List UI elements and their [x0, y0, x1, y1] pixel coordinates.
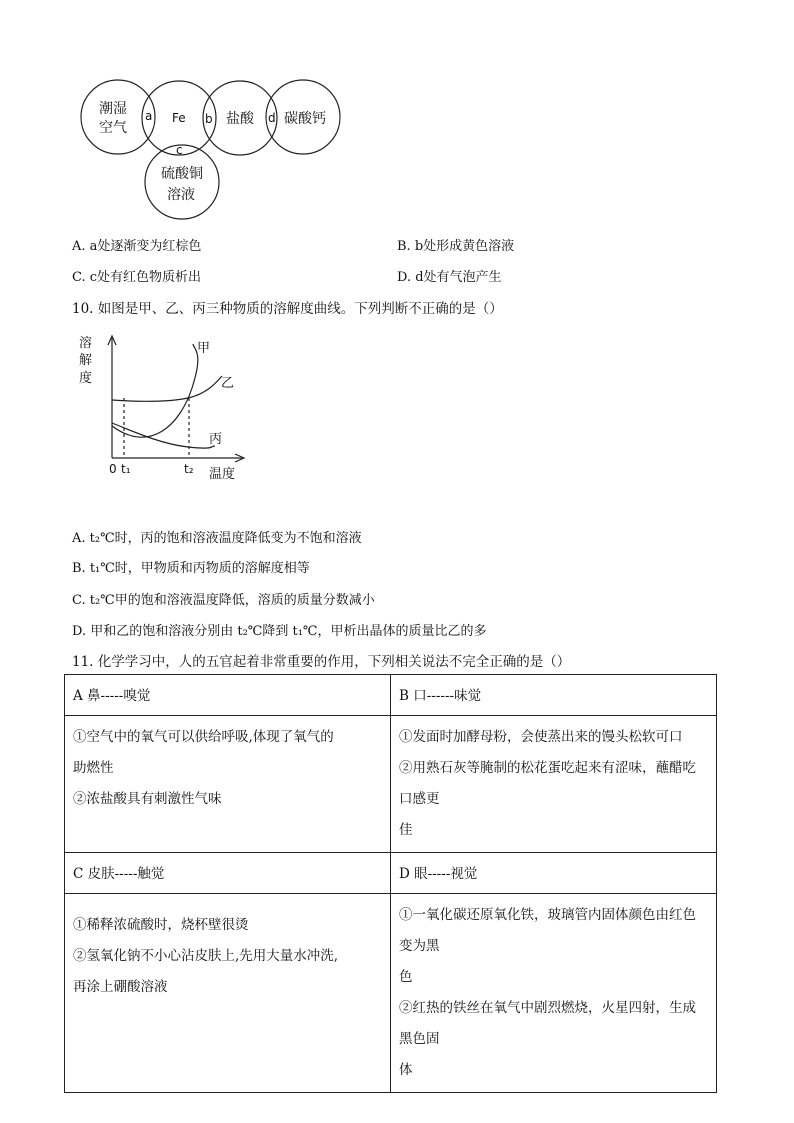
q11-stem: 11. 化学学习中，人的五官起着非常重要的作用，下列相关说法不完全正确的是（）	[72, 654, 571, 670]
cell-c-body	[65, 894, 391, 1093]
c-line-1: ①稀释浓硫酸时，烧杯壁很烫	[73, 917, 249, 933]
t1-label: t₁	[121, 462, 131, 476]
q9-circles-figure	[70, 72, 350, 222]
q10-option-b: B. t₁℃时，甲物质和丙物质的溶解度相等	[72, 561, 310, 576]
cell-a-head: A 鼻-----嗅觉	[65, 675, 391, 716]
y-label-2: 解	[79, 353, 93, 368]
b-line-2: ②用熟石灰等腌制的松花蛋吃起来有涩味，蘸醋吃口感更	[399, 760, 696, 807]
q10-stem: 10. 如图是甲、乙、丙三种物质的溶解度曲线。下列判断不正确的是（）	[72, 301, 503, 317]
q10-option-a: A. t₂℃时，丙的饱和溶液温度降低变为不饱和溶液	[72, 531, 362, 546]
series-jia-label: 甲	[197, 341, 211, 356]
curve-yi	[112, 376, 222, 401]
region-b-label: b	[205, 112, 213, 126]
d-line-1: ①一氧化碳还原氧化铁，玻璃管内固体颜色由红色变为黑	[399, 907, 696, 954]
q10-option-d: D. 甲和乙的饱和溶液分别由 t₂℃降到 t₁℃，甲析出晶体的质量比乙的多	[72, 624, 487, 639]
q10-option-c: C. t₂℃甲的饱和溶液温度降低，溶质的质量分数减小	[72, 593, 375, 608]
fe-label: Fe	[172, 111, 186, 125]
q11-table	[64, 674, 717, 1093]
c-line-2: ②氢氧化钠不小心沾皮肤上,先用大量水冲洗,	[73, 948, 339, 964]
t2-label: t₂	[184, 462, 194, 476]
cuso4-label-1: 硫酸铜	[161, 166, 203, 182]
q9-option-a: A. a处逐渐变为红棕色	[72, 239, 202, 254]
a-line-2: 助燃性	[73, 760, 114, 776]
cuso4-label-2: 溶液	[167, 187, 195, 203]
series-bing-label: 丙	[209, 432, 223, 447]
q10-solubility-graph	[70, 330, 260, 490]
humid-air-circle	[81, 80, 155, 154]
a-line-3: ②浓盐酸具有刺激性气味	[73, 791, 222, 807]
region-c-label: c	[176, 143, 183, 157]
origin-label: 0	[109, 462, 117, 476]
series-yi-label: 乙	[221, 376, 235, 391]
table-row	[65, 716, 717, 853]
cell-b-body	[391, 716, 717, 853]
d-line-4: 体	[399, 1062, 413, 1078]
x-label: 温度	[209, 467, 236, 482]
table-row	[65, 853, 717, 894]
humid-air-label-1: 潮湿	[99, 101, 127, 117]
a-line-1: ①空气中的氧气可以供给呼吸,体现了氧气的	[73, 729, 334, 745]
cell-a-body	[65, 716, 391, 853]
d-line-3: ②红热的铁丝在氧气中剧烈燃烧，火星四射，生成黑色固	[399, 1000, 696, 1047]
q9-option-d: D. d处有气泡产生	[397, 270, 502, 285]
table-row	[65, 894, 717, 1093]
c-line-3: 再涂上硼酸溶液	[73, 979, 168, 995]
q9-option-c: C. c处有红色物质析出	[72, 270, 202, 285]
curve-bing	[112, 423, 215, 448]
curve-jia	[112, 344, 198, 437]
region-d-label: d	[268, 111, 276, 125]
y-label-1: 溶	[79, 336, 93, 351]
d-line-2: 色	[399, 969, 413, 985]
caco3-label: 碳酸钙	[284, 111, 326, 127]
y-label-3: 度	[79, 371, 93, 386]
q9-option-b: B. b处形成黄色溶液	[397, 239, 515, 254]
cell-c-head: C 皮肤-----触觉	[65, 853, 391, 894]
b-line-1: ①发面时加酵母粉，会使蒸出来的馒头松软可口	[399, 729, 683, 745]
humid-air-label-2: 空气	[99, 120, 127, 136]
region-a-label: a	[145, 109, 153, 123]
table-row	[65, 675, 717, 716]
cell-d-head: D 眼-----视觉	[391, 853, 717, 894]
cell-d-body	[391, 894, 717, 1093]
hcl-label: 盐酸	[226, 111, 254, 127]
cell-b-head: B 口------味觉	[391, 675, 717, 716]
b-line-3: 佳	[399, 822, 413, 838]
